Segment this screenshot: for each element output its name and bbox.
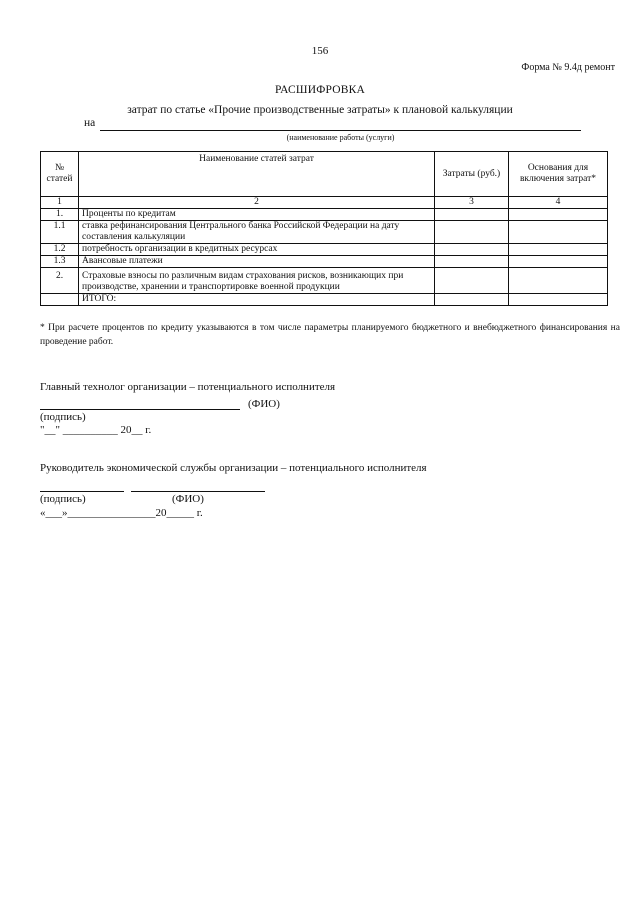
row-cost <box>435 209 509 221</box>
table-header-row <box>41 152 608 197</box>
technologist-date: "__" __________ 20__ г. <box>40 424 152 436</box>
header-cell: Основания для включения затрат* <box>509 152 608 197</box>
row-basis <box>509 268 608 294</box>
row-basis <box>509 294 608 306</box>
document-title: РАСШИФРОВКА <box>274 84 365 96</box>
row-name: потребность организации в кредитных ресурсах <box>79 244 435 256</box>
table-row <box>41 209 608 221</box>
technologist-signature-line <box>40 409 240 410</box>
work-name-caption: (наименование работы (услуги) <box>286 133 395 142</box>
economist-fio-line <box>131 491 265 492</box>
index-cell: 2 <box>79 197 435 209</box>
row-cost <box>435 256 509 268</box>
technologist-title: Главный технолог организации – потенциального исполнителя <box>40 381 336 393</box>
row-basis <box>509 244 608 256</box>
row-cost <box>435 244 509 256</box>
row-basis <box>509 209 608 221</box>
header-cell: Наименование статей затрат <box>79 152 435 197</box>
header-cell: № статей <box>41 152 79 197</box>
table-total-row <box>41 294 608 306</box>
row-cost <box>435 221 509 244</box>
form-number: Форма № 9.4д ремонт <box>521 62 615 73</box>
page-number: 156 <box>311 45 329 57</box>
row-num: 2. <box>41 268 79 294</box>
index-cell: 4 <box>509 197 608 209</box>
row-name: ставка рефинансирования Центрального банка Российской Федерации на дату составления калькуляции <box>79 221 435 244</box>
row-num <box>41 294 79 306</box>
document-subtitle: затрат по статье «Прочие производственные затраты» к плановой калькуляции <box>127 104 513 116</box>
table-index-row <box>41 197 608 209</box>
row-num: 1. <box>41 209 79 221</box>
row-basis <box>509 256 608 268</box>
table-row <box>41 244 608 256</box>
row-basis <box>509 221 608 244</box>
row-name: ИТОГО: <box>79 294 435 306</box>
table-row <box>41 256 608 268</box>
table-row <box>41 221 608 244</box>
economist-date: «___»________________20_____ г. <box>40 507 203 519</box>
index-cell: 1 <box>41 197 79 209</box>
cost-breakdown-table <box>40 151 608 306</box>
row-num: 1.1 <box>41 221 79 244</box>
row-name: Проценты по кредитам <box>79 209 435 221</box>
economist-sign-label: (подпись) <box>40 493 86 505</box>
row-cost <box>435 294 509 306</box>
work-name-line <box>100 130 581 131</box>
table-row <box>41 268 608 294</box>
on-label: на <box>84 117 96 129</box>
technologist-fio-label: (ФИО) <box>248 398 280 410</box>
row-num: 1.2 <box>41 244 79 256</box>
row-name: Авансовые платежи <box>79 256 435 268</box>
index-cell: 3 <box>435 197 509 209</box>
row-num: 1.3 <box>41 256 79 268</box>
header-cell: Затраты (руб.) <box>435 152 509 197</box>
economist-title: Руководитель экономической службы организации – потенциального исполнителя <box>40 462 427 474</box>
footnote: * При расчете процентов по кредиту указываются в том числе параметры планируемого бюджетного и внебюджетного финансирования на проведение работ. <box>40 323 620 347</box>
row-name: Страховые взносы по различным видам страхования рисков, возникающих при производстве, хранении и транспортировке военной продукции <box>79 268 435 294</box>
technologist-sign-label: (подпись) <box>40 411 86 423</box>
economist-fio-label: (ФИО) <box>172 493 204 505</box>
economist-signature-line <box>40 491 124 492</box>
row-cost <box>435 268 509 294</box>
